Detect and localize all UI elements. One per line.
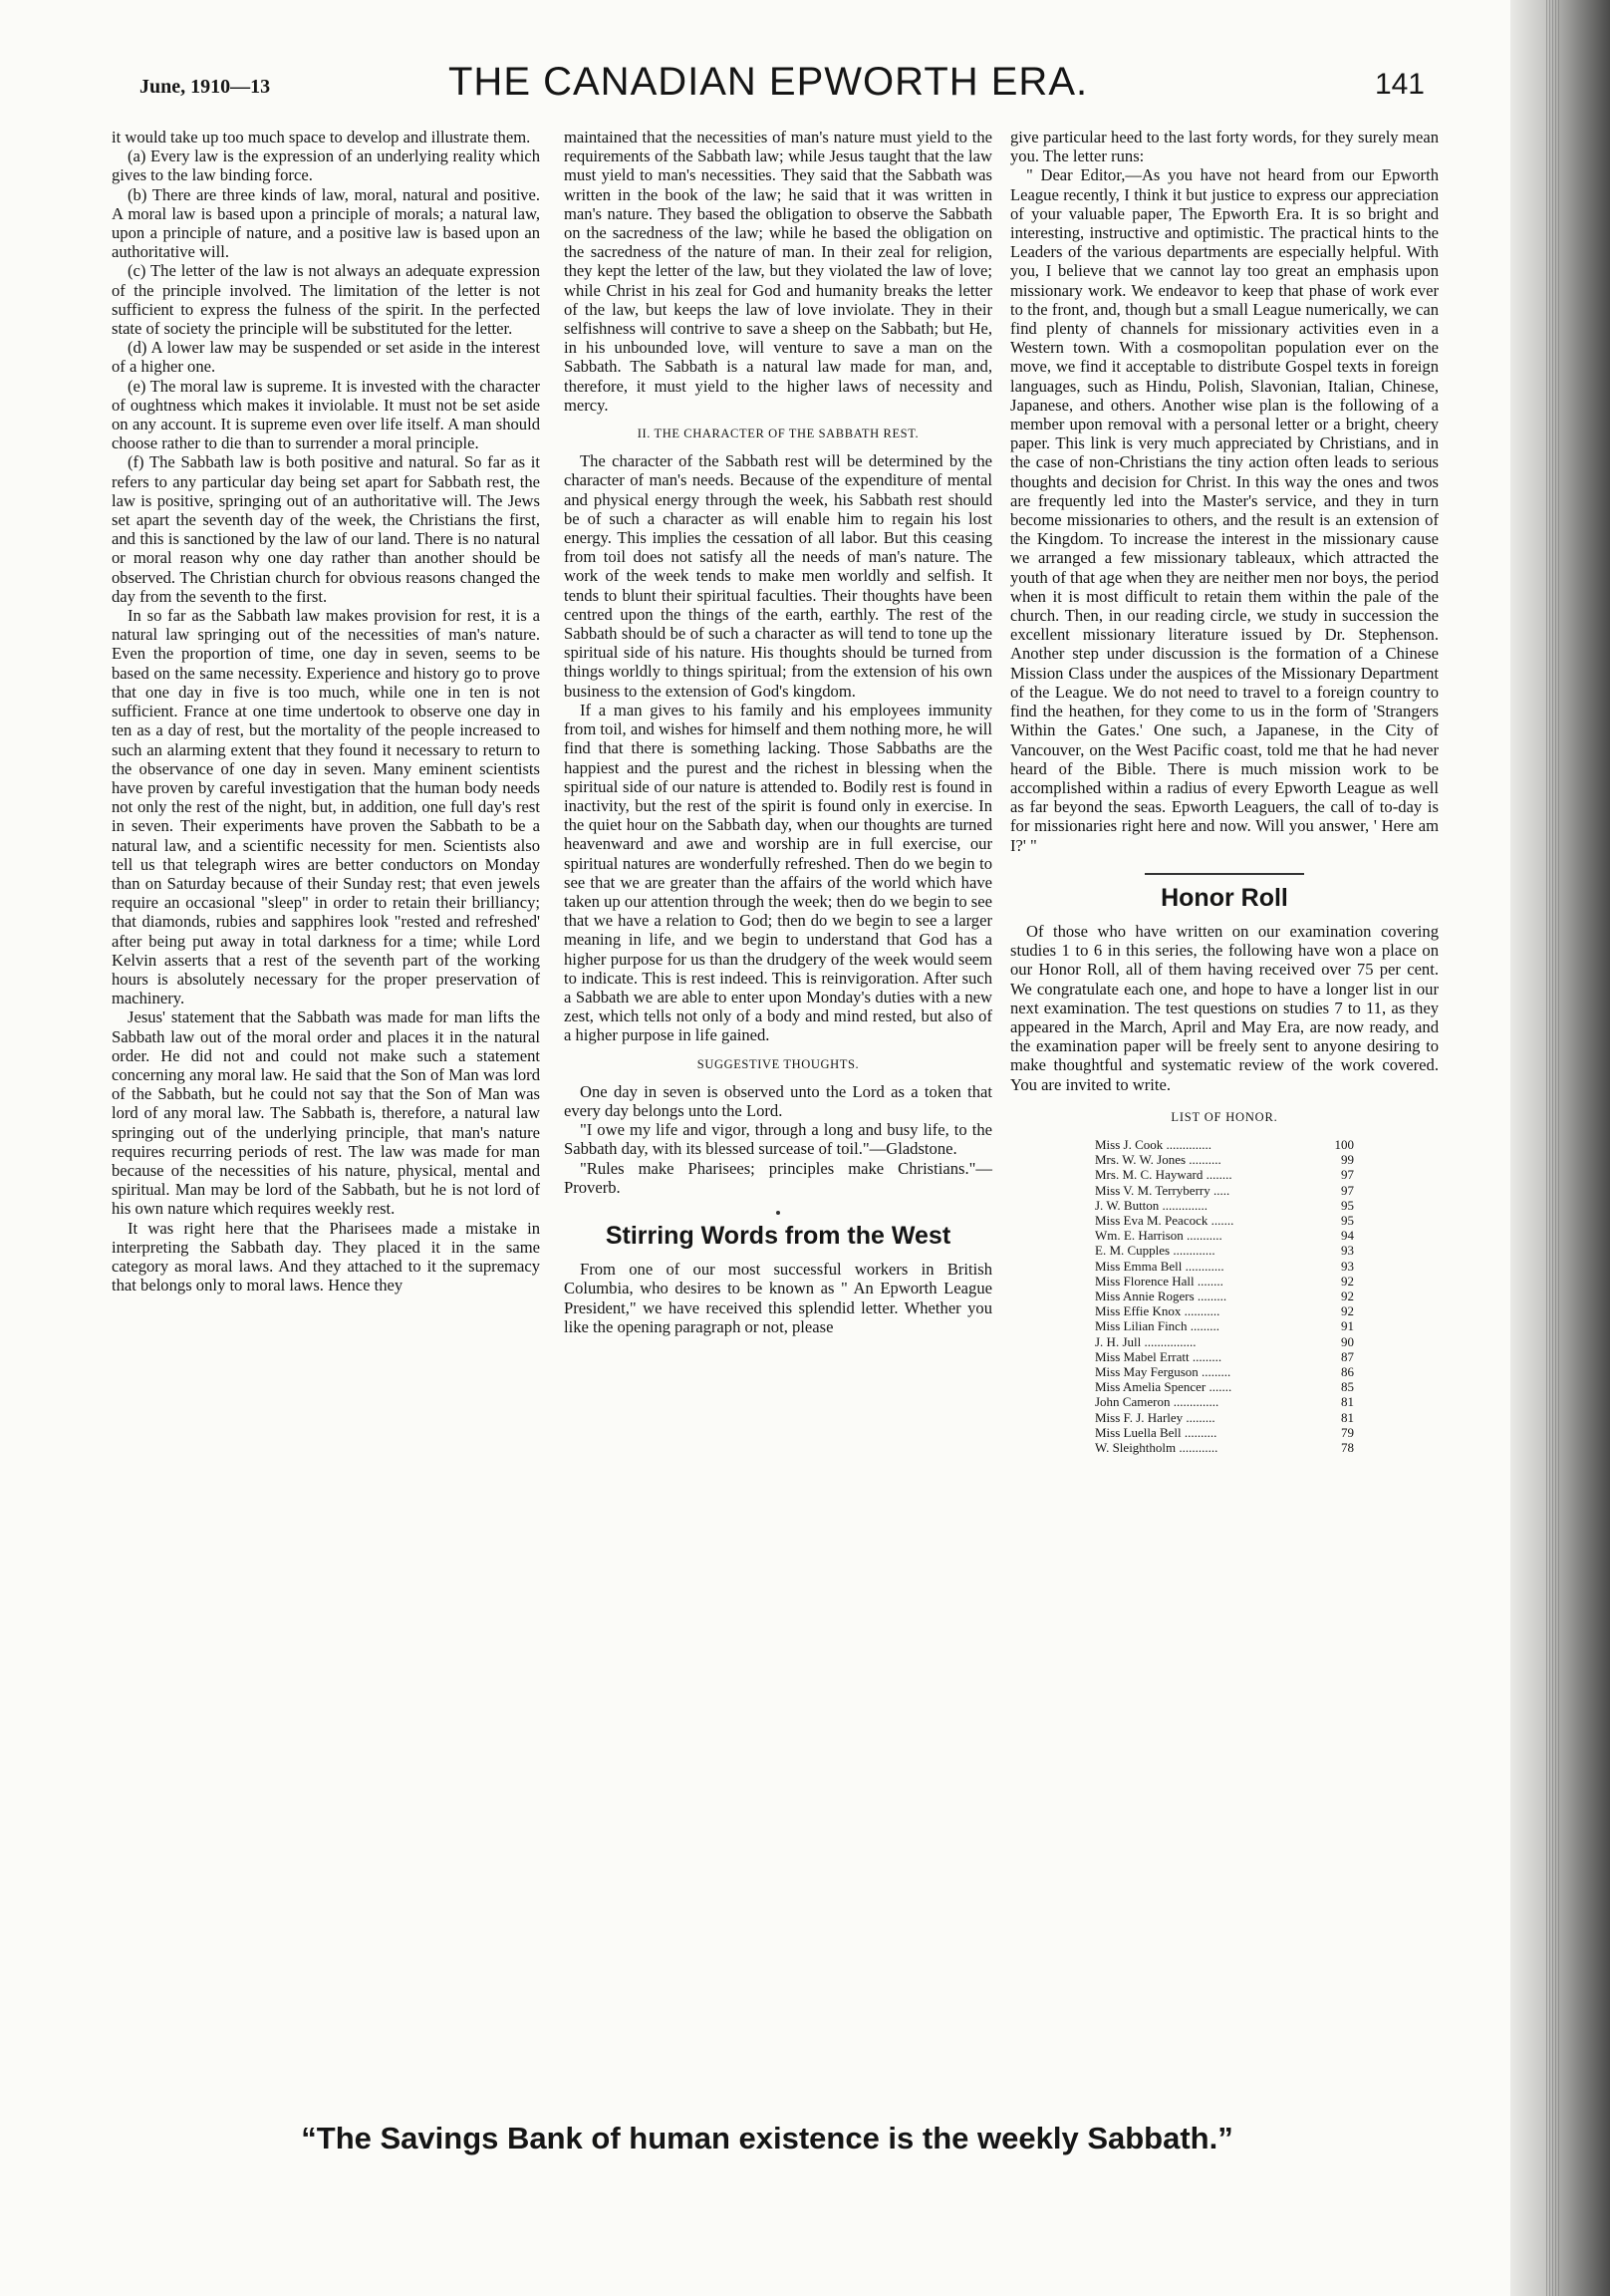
paragraph: (b) There are three kinds of law, moral, natural and positive. A moral law is based upon a principle of morals; a natural law, upon a principle of nature, and a positive law is based upon an authoritative will. [112,184,540,262]
list-item [1095,1243,1354,1258]
paragraph: Jesus' statement that the Sabbath was made for man lifts the Sabbath law out of the moral order and places it in the natural order. He did not and could not make such a statement concerning any moral law. He said that the Son of Man was lord of the Sabbath, but he could not say that the Son of Man was lord of any moral law. The Sabbath is, therefore, a natural law springing out of the underlying principle, that man's nature requires recurring periods of rest. The law was made for man because of the necessities of his nature, physical, mental and spiritual. Man may be lord of the Sabbath, but he is not lord of his own nature which requires weekly rest. [112,1007,540,1219]
honor-name: Mrs. M. C. Hayward ........ [1095,1167,1232,1183]
paragraph: (c) The letter of the law is not always an adequate expression of the principle involved. The limitation of the letter is not sufficient to express the fulness of the spirit. In the perfected state of society the principle will be substituted for the letter. [112,261,540,339]
honor-score: 91 [1341,1318,1354,1334]
honor-name: Miss Effie Knox ........... [1095,1303,1220,1319]
honor-score: 85 [1341,1379,1354,1395]
list-item [1095,1259,1354,1274]
honor-name: John Cameron .............. [1095,1394,1219,1410]
honor-score: 94 [1341,1228,1354,1244]
list-item [1095,1379,1354,1394]
list-title: LIST OF HONOR. [1171,1109,1278,1124]
honor-name: Miss Lilian Finch ......... [1095,1318,1219,1334]
page-edge [1510,0,1610,2296]
list-item [1095,1425,1354,1440]
list-item [1095,1183,1354,1198]
issue-date: June, 1910—13 [139,76,271,98]
honor-name: Miss V. M. Terryberry ..... [1095,1182,1230,1198]
honor-name: Miss Mabel Erratt ......... [1095,1348,1222,1364]
paragraph: "I owe my life and vigor, through a long and busy life, to the Sabbath day, with its blessed surcease of toil."—Gladstone. [564,1120,992,1159]
honor-score: 95 [1341,1197,1354,1213]
list-item [1095,1213,1354,1228]
honor-score: 99 [1341,1152,1354,1168]
honor-name: J. H. Jull ................ [1095,1333,1197,1349]
honor-score: 90 [1341,1333,1354,1349]
list-item [1095,1137,1354,1152]
honor-name: Miss Amelia Spencer ....... [1095,1379,1232,1395]
subheading: SUGGESTIVE THOUGHTS. [696,1056,860,1071]
footer-quote: “The Savings Bank of human existence is the weekly Sabbath.” [301,2121,1233,2155]
honor-score: 86 [1341,1364,1354,1379]
paragraph: (a) Every law is the expression of an underlying reality which gives to the law binding force. [112,146,540,185]
column-2 [564,128,992,1336]
honor-score: 97 [1341,1167,1354,1183]
honor-score: 92 [1341,1273,1354,1289]
honor-score: 97 [1341,1182,1354,1198]
honor-name: W. Sleightholm ............ [1095,1440,1218,1456]
section-title: Honor Roll [1161,883,1288,912]
separator-dot [776,1211,780,1215]
list-item [1095,1410,1354,1425]
paragraph: (e) The moral law is supreme. It is invested with the character of oughtness which makes it inviolable. It must not be set aside on any account. It is supreme even over life itself. A man should choose rather to die than to surrender a moral principle. [112,376,540,453]
honor-name: Miss Luella Bell .......... [1095,1424,1217,1440]
list-item [1095,1364,1354,1379]
honor-name: J. W. Button .............. [1095,1197,1208,1213]
list-item [1095,1334,1354,1349]
list-item [1095,1167,1354,1182]
honor-name: Miss F. J. Harley ......... [1095,1409,1215,1425]
page-number: 141 [1374,68,1425,101]
magazine-title: THE CANADIAN EPWORTH ERA. [448,60,1089,104]
honor-name: Miss Eva M. Peacock ....... [1095,1212,1234,1228]
honor-score: 81 [1341,1409,1354,1425]
list-item [1095,1198,1354,1213]
paragraph: (d) A lower law may be suspended or set aside in the interest of a higher one. [112,338,540,377]
column-1 [112,128,540,1294]
section-title: Stirring Words from the West [605,1221,951,1250]
honor-score: 92 [1341,1303,1354,1319]
honor-score: 92 [1341,1288,1354,1303]
list-item [1095,1228,1354,1243]
paragraph: It was right here that the Pharisees made a mistake in interpreting the Sabbath day. They placed it in the same category as moral laws. And they attached to it the supremacy that belongs only to moral laws. Hence they [112,1218,540,1295]
honor-score: 100 [1334,1136,1354,1152]
paragraph: The character of the Sabbath rest will be determined by the character of man's needs. Because of the expenditure of mental and physical energy through the week, his Sabbath rest should be of such a character as will enable him to regain his lost energy. This implies the cessation of all labor. But this ceasing from toil does not satisfy all the needs of man's nature. The work of the week tends to make men worldly and selfish. It tends to blunt their spiritual faculties. Their thoughts have been centred upon the things of the earth, earthly. The rest of the Sabbath should be of such a character as will tend to tone up the spiritual side of his nature. His thoughts should be turned from things worldly to things spiritual; from the extension of his own business to the extension of God's kingdom. [564,451,992,701]
list-item [1095,1289,1354,1303]
list-item [1095,1349,1354,1364]
paragraph: (f) The Sabbath law is both positive and natural. So far as it refers to any particular day being set apart for Sabbath rest, the law is positive, springing out of an authoritative will. The Jews set apart the seventh day of the week, the Christians the first, and this is sanctioned by the law of our land. There is no natural or moral reason why one day rather than another should be observed. The Christian church for obvious reasons changed the day from the seventh to the first. [112,452,540,606]
honor-name: Miss Florence Hall ........ [1095,1273,1223,1289]
list-item [1095,1394,1354,1409]
honor-list [1095,1137,1354,1455]
honor-score: 81 [1341,1394,1354,1410]
honor-name: Wm. E. Harrison ........... [1095,1228,1222,1244]
separator-rule [1145,873,1304,875]
paragraph: "Rules make Pharisees; principles make Christians."—Proverb. [564,1158,992,1197]
paragraph: give particular heed to the last forty words, for they surely mean you. The letter runs: [1010,128,1439,166]
honor-name: Miss J. Cook .............. [1095,1136,1212,1152]
honor-score: 93 [1341,1258,1354,1274]
paragraph: maintained that the necessities of man's nature must yield to the requirements of the Sabbath law; while Jesus taught that the law must yield to man's necessities. They said that the Sabbath was written in the book of the law; he said that it was written in man's nature. They based the obligation to observe the Sabbath on the sacredness of the law; while he based the obligation on the sacredness of the nature of man. In their zeal for religion, they kept the letter of the law, but they violated the law of love; while Christ in his zeal for God and humanity breaks the letter of the law, but keeps the law of love inviolate. They in their selfishness will contrive to save a sheep on the Sabbath; but He, in his unbounded love, will venture to save a man on the Sabbath. The Sabbath is a natural law made for man, and, therefore, it must yield to the higher laws of necessity and mercy. [564,128,992,415]
honor-name: Miss Emma Bell ............ [1095,1258,1224,1274]
honor-name: Mrs. W. W. Jones .......... [1095,1152,1221,1168]
list-item [1095,1318,1354,1333]
list-item [1095,1440,1354,1455]
paragraph: Of those who have written on our examination covering studies 1 to 6 in this series, the following have won a place on our Honor Roll, all of them having received over 75 per cent. We congratulate each one, and hope to have a longer list in our next examination. The test questions on studies 7 to 11, as they appeared in the March, April and May Era, are now ready, and the examination paper will be freely sent to anyone desiring to make thoughtful and systematic review of the work covered. You are invited to write. [1010,921,1439,1094]
list-item [1095,1152,1354,1167]
honor-score: 93 [1341,1243,1354,1259]
page-header [120,60,1425,120]
paragraph: One day in seven is observed unto the Lord as a token that every day belongs unto the Lord. [564,1081,992,1120]
paragraph: " Dear Editor,—As you have not heard from our Epworth League recently, I think it but justice to express our appreciation of your valuable paper, The Epworth Era. It is so bright and interesting, instructive and optimistic. The practical hints to the Leaders of the various departments are especially helpful. With you, I believe that we cannot lay too great an emphasis upon missionary work. We endeavor to keep that phase of work ever to the front, and, though but a small League numerically, we can find plenty of channels for missionary activities even in a Western town. With a cosmopolitan population ever on the move, we find it acceptable to distribute Gospel texts in foreign languages, such as Hindu, Polish, Slavonian, Italian, Chinese, Japanese, and others. Another wise plan is the following of a member upon removal with a personal letter or a bright, cheery paper. This link is very much appreciated by Christians, and in the case of non-Christians the tiny action often leads to serious thoughts and decision for Christ. In this way the ones and twos are frequently led into the Master's service, and they in turn become missionaries to others, and the result is an extension of the Kingdom. To increase the interest in the missionary cause we arranged a few missionary tableaux, which attracted the youth of that age when they are neither men nor boys, the period when it is most difficult to retain them within the pale of the church. Then, in our reading circle, we study in succession the excellent missionary literature issued by Dr. Stephenson. Another step under discussion is the formation of a Chinese Mission Class under the auspices of the Missionary Department of the League. We do not need to travel to a foreign country to find the heathen, for they come to us in the form of 'Strangers Within the Gates.' One such, a Japanese, in the City of Vancouver, on the West Pacific coast, told me that he had never heard of the Bible. There is much mission work to be accomplished within a radius of every Epworth League as well as far beyond the seas. Epworth Leaguers, the call of to-day is for missionaries right here and now. Will you answer, ' Here am I?' " [1010,165,1439,855]
paragraph: In so far as the Sabbath law makes provision for rest, it is a natural law springing out of the necessities of man's nature. Even the proportion of time, one day in seven, seems to be based on the same necessity. Experience and history go to prove that one day in five is too much, while one in ten is not sufficient. France at one time undertook to observe one day in ten as a day of rest, but the mortality of the people increased to such an alarming extent that they found it necessary to return to the observance of one day in seven. Many eminent scientists have proven by careful investigation that the human body needs not only the rest of the night, but, in addition, one full day's rest in seven. Their experiments have proven the Sabbath to be a natural law, and a scientific necessity for men. Scientists also tell us that telegraph wires are better conductors on Monday than on Saturday because of their Sunday rest; that even jewels require an occasional "sleep" in order to retain their brilliancy; that diamonds, rubies and sapphires look "rested and refreshed' after being put away in total darkness for a time; while Lord Kelvin asserts that a rest of the seventh part of the working hours is absolutely necessary for the proper preservation of machinery. [112,606,540,1008]
column-3 [1010,128,1439,1455]
honor-score: 78 [1341,1440,1354,1456]
honor-name: E. M. Cupples ............. [1095,1243,1215,1259]
honor-score: 79 [1341,1424,1354,1440]
honor-score: 87 [1341,1348,1354,1364]
paragraph: it would take up too much space to develop and illustrate them. [112,128,531,146]
honor-score: 95 [1341,1212,1354,1228]
honor-name: Miss May Ferguson ......... [1095,1364,1231,1379]
subheading: II. THE CHARACTER OF THE SABBATH REST. [637,427,920,441]
paragraph: From one of our most successful workers in British Columbia, who desires to be known as " An Epworth League President," we have received this splendid letter. Whether you like the opening paragraph or not, please [564,1260,992,1336]
honor-name: Miss Annie Rogers ......... [1095,1288,1227,1303]
list-item [1095,1274,1354,1289]
paragraph: If a man gives to his family and his employees immunity from toil, and wishes for himself and them nothing more, he will find that there is something lacking. Those Sabbaths are the happiest and the purest and the richest in blessing when the spiritual side of our nature is attended to. Bodily rest is found in inactivity, but the rest of the spirit is found only in exercise. In the quiet hour on the Sabbath day, when our thoughts are turned heavenward and awe and worship are in full exercise, our spiritual natures are wonderfully refreshed. Then do we begin to see that we are greater than the affairs of the world which have taken up our attention through the week; then do we begin to see that we have a relation to God; then do we begin to see a larger meaning in life, and we begin to understand that God has a higher purpose for us than the drudgery of the week would seem to indicate. This is rest indeed. This is reinvigoration. After such a Sabbath we are able to enter upon Monday's duties with a new zest, which tells not only of a body and mind rested, but also of a higher purpose in life gained. [564,700,992,1045]
list-item [1095,1303,1354,1318]
